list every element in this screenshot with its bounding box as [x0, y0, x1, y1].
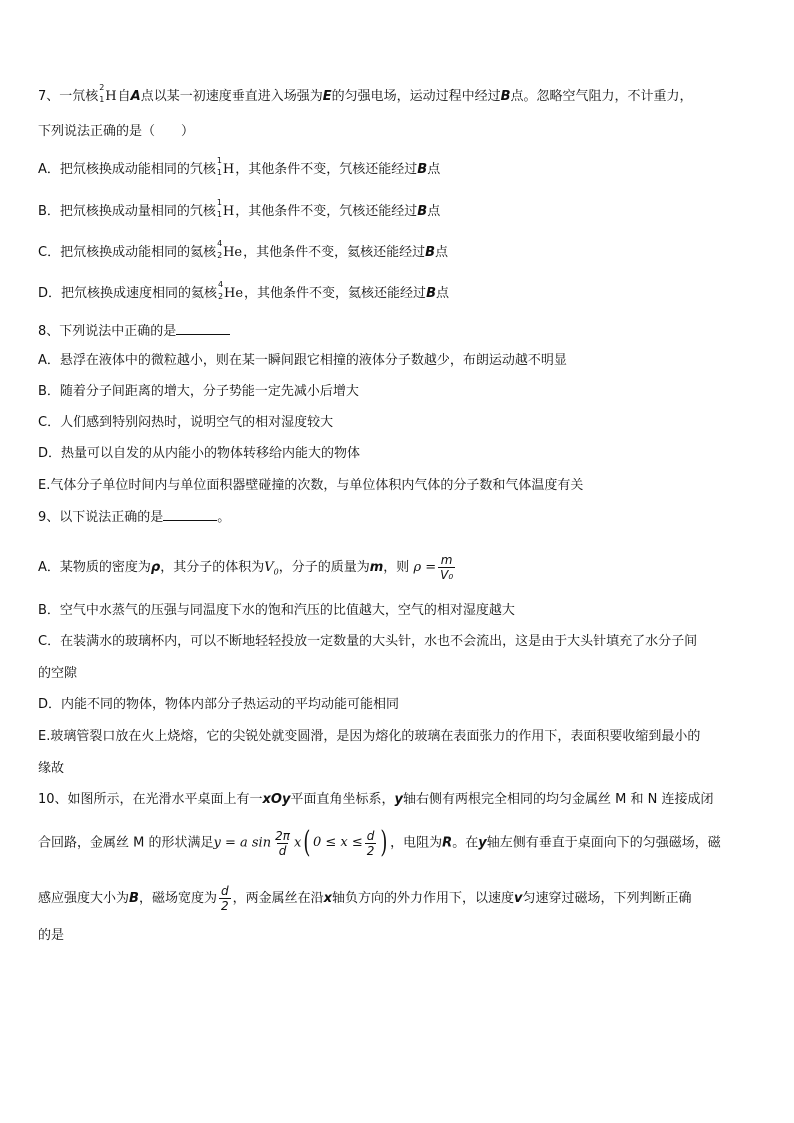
q7-option-c — [38, 239, 758, 263]
q8-option-a: A．悬浮在液体中的微粒越小，则在某一瞬间跟它相撞的液体分子数越少，布朗运动越不明显 — [38, 353, 567, 368]
q9-option-e-line2: 缘故 — [38, 761, 65, 776]
mass-number: 1 — [216, 156, 222, 165]
text: 。 — [217, 510, 231, 525]
v0-symbol — [264, 560, 278, 575]
xoy-symbol: xOy — [262, 792, 291, 807]
text: 感应强度大小为 — [38, 891, 130, 906]
element-symbol: H — [222, 162, 235, 177]
text: ，其他条件不变，氦核还能经过 — [244, 286, 427, 301]
denominator: 2 — [220, 899, 229, 913]
mass-number: 4 — [218, 280, 224, 289]
text: ，其他条件不变，氦核还能经过 — [243, 245, 426, 260]
isotope-helium — [218, 280, 244, 304]
mass-number: 2 — [99, 83, 105, 92]
text: 点 — [435, 245, 449, 260]
text: 7、一氘核 — [38, 89, 99, 104]
q9-option-a — [38, 553, 758, 586]
text: C．把氘核换成动能相同的氦核 — [38, 245, 217, 260]
x-variable: x — [293, 835, 302, 851]
text: 点以某一初速度垂直进入场强为 — [140, 89, 323, 104]
text: 平面直角坐标系， — [290, 792, 395, 807]
text: ，其分子的体积为 — [160, 560, 265, 575]
isotope-helium — [217, 239, 243, 263]
fraction — [438, 553, 455, 582]
q9-option-c-line2: 的空隙 — [38, 666, 78, 681]
point-b: B — [417, 162, 428, 177]
isotope-deuterium — [99, 83, 117, 107]
answer-blank — [176, 322, 230, 335]
text: ，两金属丝在沿 — [232, 891, 324, 906]
y-symbol: y — [478, 835, 487, 851]
atomic-number: 1 — [99, 95, 105, 104]
q9-option-e-line1: E.玻璃管裂口放在火上烧熔，它的尖锐处就变圆滑，是因为熔化的玻璃在表面张力的作用下，表面积要收缩到最小的 — [38, 729, 701, 744]
field-e: E — [322, 89, 332, 104]
q7-option-d — [38, 280, 758, 304]
q9-option-b: B．空气中水蒸气的压强与同温度下水的饱和汽压的比值越大，空气的相对湿度越大 — [38, 603, 515, 618]
element-symbol: H — [105, 89, 117, 104]
q8-option-e: E.气体分子单位时间内与单位面积器壁碰撞的次数，与单位体积内气体的分子数和气体温度有关 — [38, 478, 584, 493]
element-symbol: He — [224, 286, 244, 301]
text: ，其他条件不变，氕核还能经过 — [235, 204, 418, 219]
text: 点。忽略空气阻力，不计重力， — [510, 89, 693, 104]
denominator: d — [278, 843, 287, 858]
formula-lhs: y = a sin — [213, 835, 272, 851]
text: 点 — [427, 204, 441, 219]
text: 轴右侧有两根完全相同的均匀金属丝 M 和 N 连接成闭 — [402, 792, 714, 807]
m-symbol: m — [369, 560, 384, 575]
text: B．把氘核换成动量相同的氕核 — [38, 204, 216, 219]
point-b: B — [426, 286, 436, 301]
q10-line1 — [38, 790, 758, 810]
numerator: d — [220, 884, 229, 898]
right-paren: ) — [380, 825, 388, 860]
denominator: 2 — [366, 843, 375, 858]
equation-lhs: ρ = — [413, 560, 437, 575]
answer-blank — [163, 508, 217, 521]
atomic-number: 1 — [216, 168, 222, 177]
numerator: m — [440, 553, 453, 567]
q8-option-c: C．人们感到特别闷热时，说明空气的相对湿度较大 — [38, 415, 334, 430]
left-paren: ( — [303, 825, 311, 860]
q7-stem-line2: 下列说法正确的是（ ） — [38, 124, 195, 139]
atomic-number: 2 — [217, 251, 223, 260]
q7-stem-line1 — [38, 83, 758, 107]
mass-number: 1 — [216, 198, 223, 207]
q7-option-b — [38, 198, 758, 222]
element-symbol: He — [223, 245, 243, 260]
isotope-protium — [216, 198, 235, 222]
text: ，分子的质量为 — [278, 560, 370, 575]
q9-option-c-line1: C．在装满水的玻璃杯内，可以不断地轻轻投放一定数量的大头针，水也不会流出，这是由于大头针填充了水分子间 — [38, 634, 698, 649]
v-symbol: v — [514, 891, 523, 906]
q10-line2 — [38, 825, 758, 860]
text: ，电阻为 — [390, 835, 443, 851]
fraction — [219, 884, 231, 913]
text: A．把氘核换成动能相同的氕核 — [38, 162, 216, 177]
rho-symbol: ρ — [150, 560, 161, 575]
atomic-number: 2 — [218, 292, 224, 301]
point-b: B — [500, 89, 511, 104]
text: 轴左侧有垂直于桌面向下的匀强磁场，磁 — [486, 835, 721, 851]
atomic-number: 1 — [216, 210, 223, 219]
q10-line3 — [38, 884, 758, 913]
r-symbol: R — [442, 835, 453, 851]
text: 8、下列说法中正确的是 — [38, 324, 177, 339]
isotope-protium — [216, 156, 235, 180]
text: D．把氘核换成速度相同的氦核 — [38, 286, 218, 301]
text: 的匀强电场，运动过程中经过 — [331, 89, 501, 104]
range-text: 0 ≤ x ≤ — [313, 835, 363, 850]
point-b: B — [417, 204, 428, 219]
text: 10、如图所示，在光滑水平桌面上有一 — [38, 792, 263, 807]
q8-stem — [38, 322, 758, 342]
v-letter: V — [264, 560, 274, 575]
numerator: 2π — [275, 828, 290, 843]
text: 轴负方向的外力作用下，以速度 — [332, 891, 515, 906]
element-symbol: H — [222, 204, 235, 219]
numerator: d — [366, 828, 375, 843]
x-symbol: x — [323, 891, 332, 906]
range-condition — [301, 825, 390, 860]
point-b: B — [425, 245, 436, 260]
text: 合回路，金属丝 M 的形状满足 — [38, 835, 214, 851]
text: A．某物质的密度为 — [38, 560, 151, 575]
q9-option-d: D．内能不同的物体，物体内部分子热运动的平均动能可能相同 — [38, 697, 400, 712]
y-symbol: y — [394, 792, 403, 807]
point-a: A — [130, 89, 141, 104]
text: ，则 — [383, 560, 410, 575]
fraction — [365, 829, 377, 858]
fraction — [273, 829, 292, 858]
text: 点 — [427, 162, 441, 177]
q8-option-d: D．热量可以自发的从内能小的物体转移给内能大的物体 — [38, 446, 361, 461]
q9-stem — [38, 508, 758, 528]
subscript: 0 — [273, 567, 279, 577]
b-symbol: B — [129, 891, 139, 906]
q8-option-b: B．随着分子间距离的增大，分子势能一定先减小后增大 — [38, 384, 359, 399]
text: 。在 — [452, 835, 479, 851]
text: ，其他条件不变，氕核还能经过 — [235, 162, 418, 177]
text: 9、以下说法正确的是 — [38, 510, 164, 525]
q7-option-a — [38, 156, 758, 180]
text: 点 — [435, 286, 449, 301]
text: ，磁场宽度为 — [138, 891, 217, 906]
text: 匀速穿过磁场，下列判断正确 — [522, 891, 692, 906]
text: 自 — [117, 89, 131, 104]
denominator: V₀ — [440, 568, 454, 582]
q10-line4: 的是 — [38, 928, 65, 943]
mass-number: 4 — [217, 239, 223, 248]
